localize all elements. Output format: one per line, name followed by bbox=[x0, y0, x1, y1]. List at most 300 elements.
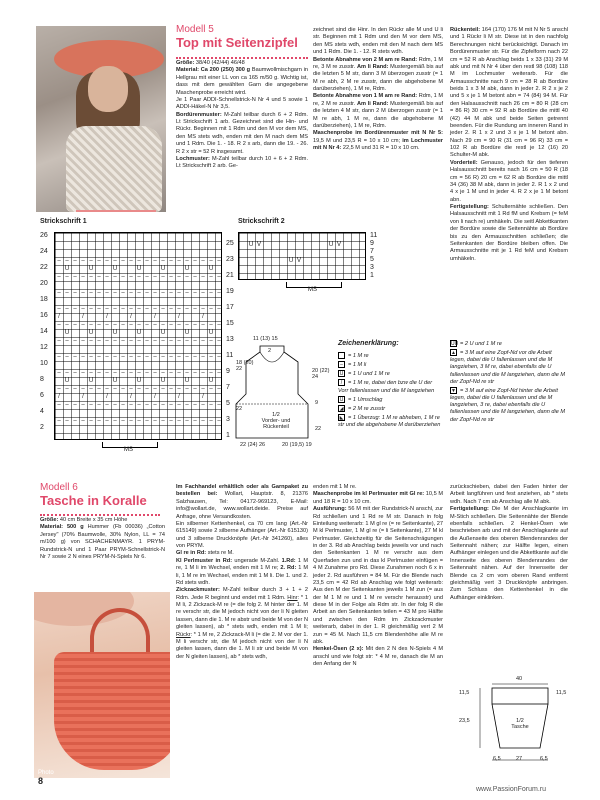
chart1-symbol: – bbox=[121, 306, 125, 312]
chart1-symbol: – bbox=[89, 402, 93, 408]
chart1-symbol: – bbox=[201, 322, 205, 328]
bag-dim-band-right: 11,5 bbox=[556, 690, 567, 696]
chart2-symbol: U bbox=[288, 258, 294, 264]
legend-text: = 1 Überzug: 1 M re abheben, 1 M re str und die abgehobene M darüberziehen bbox=[338, 414, 441, 429]
chart1-symbol: – bbox=[113, 418, 117, 424]
chart1-symbol: – bbox=[145, 402, 149, 408]
chart1-symbol: – bbox=[169, 418, 173, 424]
chart1-symbol: – bbox=[57, 274, 61, 280]
chart1-symbol: – bbox=[105, 306, 109, 312]
chart1-row-number: 3 bbox=[226, 416, 230, 423]
chart1-symbol: – bbox=[217, 290, 221, 296]
chart1-symbol: – bbox=[73, 258, 77, 264]
model6-photo bbox=[34, 592, 170, 778]
bag-part-label: 1/2 Tasche bbox=[511, 718, 529, 730]
chart1-symbol: – bbox=[121, 386, 125, 392]
chart1-row-number: 17 bbox=[226, 304, 234, 311]
chart1-symbol: U bbox=[112, 266, 118, 272]
chart1-symbol: – bbox=[193, 402, 197, 408]
chart1-symbol: – bbox=[185, 338, 189, 344]
chart1-symbol: – bbox=[161, 338, 165, 344]
chart1-symbol: U bbox=[88, 266, 94, 272]
chart1-symbol: / bbox=[82, 314, 84, 320]
legend-symbol-icon: – bbox=[338, 361, 345, 368]
chart1-symbol: – bbox=[121, 274, 125, 280]
chart1-symbol: – bbox=[105, 402, 109, 408]
chart1-symbol: / bbox=[202, 394, 204, 400]
legend-item bbox=[338, 405, 444, 413]
chart1-symbol: – bbox=[81, 338, 85, 344]
dim-arm-right: 20 (22) 24 bbox=[312, 368, 330, 380]
legend-item bbox=[450, 349, 568, 386]
chart1-symbol: – bbox=[105, 338, 109, 344]
chart2-row-number: 7 bbox=[370, 248, 374, 255]
chart1-symbol: – bbox=[57, 306, 61, 312]
chart1-symbol: – bbox=[209, 258, 213, 264]
chart1-symbol: – bbox=[129, 354, 133, 360]
chart1-row-number: 11 bbox=[226, 352, 234, 359]
model5-col2: zeichnet sind die Hinr. In den Rückr alle M und U li str. Beginnen mit 1 Rdm und den M vor dem MS, den MS stets wdh, enden mit den M nach dem MS und 1 Rdm. Die 1. - 12. R stets wdh. Betonte Abnahme von 2 M am re Rand: Rdm, 1 M re, 3 M re zusstr. Am li Rand: Mustergemäß bis auf die letzten 5 M str, dann 3 M überzogen zusstr (= 1 M re abh, 2 M re zusstr, dann die abgehobene M darüberziehen), 1 M re, Rdm. Betonte Abnahme von 1 M am re Rand: Rdm, 1 M re, 2 M re zusstr. Am li Rand: Mustergemäß bis auf die letzten 4 M str, dann 2 M überzogen zusstr (= 1 M re abh, 1 M re, dann die abgehobene M darüberziehen), 1 M re, Rdm. Maschenprobe im Bordürenmuster mit N Nr 5: 19,5 M und 23,5 R = 10 x 10 cm; im Lochmuster mit N Nr 4: 22,5 M und 31 R = 10 x 10 cm. bbox=[313, 27, 443, 151]
chart1-symbol: – bbox=[217, 354, 221, 360]
chart1-symbol: – bbox=[137, 354, 141, 360]
chart1-symbol: – bbox=[185, 306, 189, 312]
chart1-symbol: – bbox=[177, 418, 181, 424]
chart1-symbol: – bbox=[209, 322, 213, 328]
chart1-symbol: – bbox=[65, 290, 69, 296]
chart1-symbol: – bbox=[145, 306, 149, 312]
legend-symbol-icon: / bbox=[338, 379, 345, 386]
chart1-symbol: – bbox=[161, 354, 165, 360]
chart1-symbol: – bbox=[177, 386, 181, 392]
legend-item bbox=[338, 396, 444, 404]
chart1-symbol: – bbox=[137, 322, 141, 328]
chart1-symbol: U bbox=[136, 330, 142, 336]
chart1-symbol: – bbox=[73, 306, 77, 312]
chart1-symbol: – bbox=[73, 354, 77, 360]
legend-item bbox=[338, 379, 444, 394]
dim-shoulder: 2 bbox=[268, 348, 272, 354]
chart1-symbol: – bbox=[113, 290, 117, 296]
chart1-symbol: U bbox=[160, 330, 166, 336]
chart2-symbol: V bbox=[296, 258, 301, 264]
chart1-symbol: – bbox=[121, 402, 125, 408]
chart1-symbol: – bbox=[65, 386, 69, 392]
chart1-symbol: – bbox=[65, 370, 69, 376]
chart1-symbol: – bbox=[81, 386, 85, 392]
model6-col1: Größe: 40 cm Breite x 35 cm Höhe Material: 500 g Hummer (Fb 00036) „Cotton Jersey" (70% Baumwolle, 30% Nylon, LL = 74 m/100 g) von SCHACHENMAYR. 1 PRYM-Rundstrick-N und 1 Paar PRYM-Schnellstrick-N Nr 7 sowie 2 N eines PRYM-N-Spiels Nr 6. bbox=[40, 517, 165, 560]
chart1-symbol: – bbox=[105, 274, 109, 280]
chart1-symbol: – bbox=[169, 274, 173, 280]
chart1-row-number: 16 bbox=[40, 312, 48, 319]
chart1-symbol: – bbox=[97, 354, 101, 360]
chart1-symbol: – bbox=[153, 418, 157, 424]
chart1-symbol: – bbox=[97, 402, 101, 408]
chart1-symbol: – bbox=[217, 370, 221, 376]
chart1-symbol: – bbox=[89, 354, 93, 360]
chart1-symbol: – bbox=[193, 418, 197, 424]
chart1-symbol: – bbox=[137, 274, 141, 280]
legend-text: = 2 U und 1 M re bbox=[460, 340, 502, 347]
pants-shape bbox=[76, 210, 156, 212]
chart1-symbol: – bbox=[185, 290, 189, 296]
model6-title: Tasche in Koralle bbox=[40, 493, 147, 508]
chart1-row-number: 15 bbox=[226, 320, 234, 327]
chart1-symbol: – bbox=[113, 306, 117, 312]
chart1-symbol: – bbox=[169, 338, 173, 344]
chart1-symbol: – bbox=[129, 338, 133, 344]
chart1-symbol: – bbox=[153, 338, 157, 344]
model5-photo bbox=[36, 26, 166, 212]
chart1-symbol: – bbox=[65, 402, 69, 408]
model6-col4: zurückschieben, dabei den Faden hinter der Arbeit langführen und fest anziehen, ab * stets wdh. Nach 7 cm ab Anschlag alle M abk. Fertigstellung: Die M der Anschlagkante im M-Stich schließen. Die Seitennähte der Blende ebenfalls schließen. 2 Henkel-Ösen wie beschrieben arb und mit der Anschlagkante auf die Außenseite des oberen Blendenrandes der Seitennaht nähen; zur Hälfte legen, einen Aufhänger einlegen und die Abkettkante auf die Innenseite des oberen Blendenrandes der Seitennaht nähen. Auf der Innenseite der Blende ca 2 cm vom oberen Rand entfernt gleichmäßig vert 3 Druckknöpfe anbringen. Zum Schluss den Kettenhenkel in die Aufhänger einklinken. bbox=[450, 484, 568, 601]
chart1-symbol: – bbox=[121, 418, 125, 424]
chart2-row-number: 9 bbox=[370, 240, 374, 247]
chart1-symbol: – bbox=[121, 338, 125, 344]
chart1-symbol: – bbox=[89, 290, 93, 296]
chart1-symbol: – bbox=[153, 290, 157, 296]
chart1-symbol: – bbox=[201, 370, 205, 376]
chart1-symbol: – bbox=[217, 322, 221, 328]
chart1-row-number: 19 bbox=[226, 288, 234, 295]
chart1-symbol: U bbox=[112, 378, 118, 384]
chart1-symbol: – bbox=[185, 274, 189, 280]
chart1-symbol: – bbox=[105, 290, 109, 296]
chart1-symbol: – bbox=[169, 370, 173, 376]
chart1-symbol: – bbox=[89, 338, 93, 344]
bag-dim-band-left: 11,5 bbox=[459, 690, 470, 696]
chart1-row-number: 13 bbox=[226, 336, 234, 343]
chart1-symbol: U bbox=[88, 330, 94, 336]
chart2-symbol: U bbox=[328, 242, 334, 248]
chart1-symbol: – bbox=[153, 306, 157, 312]
dim-width-right: 20 (19,5) 19 bbox=[282, 442, 312, 448]
bag-dim-bottom: 27 bbox=[516, 756, 523, 762]
chart1-symbol: / bbox=[106, 314, 108, 320]
chart1-symbol: / bbox=[58, 314, 60, 320]
chart1-symbol: – bbox=[97, 306, 101, 312]
chart2-grid bbox=[238, 232, 366, 280]
chart1-symbol: – bbox=[129, 322, 133, 328]
chart1-symbol: / bbox=[130, 314, 132, 320]
chart1-symbol: U bbox=[88, 378, 94, 384]
chart1-symbol: U bbox=[64, 378, 70, 384]
chart1-symbol: – bbox=[169, 306, 173, 312]
dim-side-left: 22 bbox=[236, 406, 243, 412]
bag-dim-bottom-right: 6,5 bbox=[540, 756, 548, 762]
chart1-symbol: – bbox=[201, 418, 205, 424]
bag-dim-bottom-left: 6,5 bbox=[493, 756, 501, 762]
chart1-symbol: – bbox=[57, 354, 61, 360]
chart1-symbol: – bbox=[193, 338, 197, 344]
chart1-symbol: – bbox=[73, 418, 77, 424]
chart1-symbol: – bbox=[153, 322, 157, 328]
chart1-symbol: – bbox=[145, 370, 149, 376]
chart1-symbol: – bbox=[161, 386, 165, 392]
chart1-symbol: – bbox=[201, 290, 205, 296]
chart1-symbol: – bbox=[97, 290, 101, 296]
chart1-ms-label: MS bbox=[124, 447, 133, 453]
chart1-symbol: – bbox=[193, 274, 197, 280]
chart1-symbol: – bbox=[105, 386, 109, 392]
chart1-symbol: – bbox=[73, 290, 77, 296]
chart1-symbol: – bbox=[169, 354, 173, 360]
chart1-symbol: – bbox=[81, 290, 85, 296]
chart1-symbol: U bbox=[184, 330, 190, 336]
model5-col3: Rückenteil: 164 (170) 176 M mit N Nr 5 anschl und 1 Rückr li M str. Diese ist in den nachfolg Berechnungen nicht berücksichtigt. Danach im Bordürenmuster str. Für die Zipfelform nach 22 cm = 52 R ab Anschlag beids 1 x 33 (31) 29 M abk und mit N Nr 4 über den restl 98 (108) 118 M im Lochmuster weiterarb. Für die Armausschnitte nach 9 cm = 28 R ab Bordüre beids 1 x 3 M abk, dann in jeder 2. R 2 x je 2 und 5 x je 1 M betont abn = 74 (84) 94 M. Für den Halsausschnitt nach 26 cm = 80 R (28 cm = 86 R) 30 cm = 92 R ab Bordüre die mittl 40 (42) 44 M abk und beide Seiten getrennt beenden. Für die Rundung am inneren Rand in jeder 2. R 1 x 2 und 3 x je 1 M betont abn. Nach 29 cm = 90 R (31 cm = 96 R) 33 cm = 102 R ab Bordüre die restl je 12 (16) 20 Schulter-M abk. Vorderteil: Genauso, jedoch für den tieferen Halsausschnitt bereits nach 16 cm = 50 R (18 cm = 56 R) 20 cm = 62 R ab Bordüre die mittl 34 (36) 38 M abk, dann in jeder 2. R 1 x 2 und 4 x je 1 M und in jeder 4. R 2 x je 1 M betont abn. Fertigstellung: Schulternähte schließen. Den Halsausschnitt mit 1 Rd fM und Krebsm (= feM von li nach re) umhäkeln. Die seitl Abkettkanten der Bordüre sowie die Seitennähte ab Bordüre bis zu den Armausschnitten schließen; die Seitenkanten der Bordüre bleiben offen. Die Armausschnitte mit je 1 Rd feM und Krebsm umhäkeln. bbox=[450, 27, 568, 262]
chart1-symbol: – bbox=[161, 418, 165, 424]
chart1-symbol: – bbox=[193, 258, 197, 264]
chart1-symbol: – bbox=[145, 386, 149, 392]
legend-symbol-icon: UU bbox=[451, 341, 459, 347]
bag-shape bbox=[54, 652, 170, 770]
chart1-symbol: – bbox=[137, 290, 141, 296]
chart1-symbol: – bbox=[113, 354, 117, 360]
chart1-symbol: – bbox=[105, 354, 109, 360]
chart1-row-number: 9 bbox=[226, 368, 230, 375]
chart1-symbol: – bbox=[161, 322, 165, 328]
chart1-symbol: – bbox=[57, 370, 61, 376]
chart1-symbol: – bbox=[57, 290, 61, 296]
knit-top-shape bbox=[66, 126, 162, 212]
chart1-symbol: – bbox=[113, 386, 117, 392]
legend-text: = 3 M auf eine Zopf-Nd hinter die Arbeit legen, dabei die U fallenlassen und die M langziehen, 3 re, dabei ebenfalls die U fallenlassen und die M langziehen, dann die M der Zopf-Nd re str bbox=[450, 387, 566, 423]
chart1-symbol: – bbox=[81, 418, 85, 424]
chart1-symbol: – bbox=[209, 274, 213, 280]
legend-symbol-icon: ▼ bbox=[451, 387, 456, 394]
chart1-row-number: 26 bbox=[40, 232, 48, 239]
chart1-symbol: – bbox=[97, 322, 101, 328]
chart1-row-number: 8 bbox=[40, 376, 44, 383]
chart1-symbol: U bbox=[184, 266, 190, 272]
dim-side-right: 9 bbox=[315, 400, 319, 406]
chart1-symbol: – bbox=[201, 354, 205, 360]
chart1-symbol: – bbox=[177, 306, 181, 312]
chart1-symbol: – bbox=[65, 258, 69, 264]
chart1-symbol: – bbox=[145, 354, 149, 360]
chart1-title: Strickschrift 1 bbox=[40, 218, 87, 225]
chart1-symbol: – bbox=[57, 322, 61, 328]
legend-text: = 2 M re zusstr bbox=[348, 405, 386, 412]
chart2-symbol: V bbox=[336, 242, 341, 248]
chart1-symbol: – bbox=[177, 338, 181, 344]
chart1-symbol: – bbox=[73, 370, 77, 376]
top-schematic-part-label: 1/2 Vorder- und Rückenteil bbox=[261, 412, 291, 430]
chart1-symbol: U bbox=[160, 266, 166, 272]
chart1-symbol: U bbox=[208, 330, 214, 336]
chart1-symbol: – bbox=[177, 402, 181, 408]
model6-col2: Im Fachhandel erhältlich oder als Garnpaket zu bestellen bei: Wollart, Hauptstr. 8, 21376 Salzhausen, Tel: 04172-969123, E-Mail: info@wollart.de, www.wollart.deide. Preise auf Anfrage, ohne Versandkosten. Ein silberner Kettenhenkel, ca 70 cm lang (Art.-Nr 615149) sowie 2 silberne Aufhänger (Art.-Nr 615130) und 3 silberne Druckknöpfe (Art.-Nr 341260), alles von PRYM. Gl re in Rd: stets re M. Kl Perlmuster in Rd: ungerade M-Zahl. 1.Rd: 1 M re, 1 M li im Wechsel, enden mit 1 M re; 2. Rd: 1 M li, 1 M re im Wechsel, enden mit 1 M li. Die 1. und 2. Rd stets wdh. Zickzackmuster: M-Zahl teilbar durch 3 + 1 + 2 Rdm. Jede R beginnt und endet mit 1 Rdm. Hinr: * 1 M li, 2 Zickzack-M re (= die folg 2. M hinter der 1. M re verschr str, die M jedoch nicht von der li N gleiten lassen, dann die 1. M re abstr und beide M von der N gleiten lassen), ab * stets wdh, enden mit 1 M li; Rückr: * 1 M re, 2 Zickzack-M li (= die 2. M vor der 1. M li verschr str, die M jedoch nicht von der li N gleiten lassen, dann die 1. M li str und beide M von der N gleiten lassen), ab * stets wdh, bbox=[176, 484, 308, 660]
chart1-symbol: – bbox=[169, 322, 173, 328]
chart1-symbol: – bbox=[217, 274, 221, 280]
chart1-row-number: 18 bbox=[40, 296, 48, 303]
chart1-symbol: / bbox=[202, 314, 204, 320]
chart1-symbol: – bbox=[73, 274, 77, 280]
chart2-ms-label: MS bbox=[308, 287, 317, 293]
chart1-symbol: – bbox=[145, 290, 149, 296]
chart1-symbol: – bbox=[73, 322, 77, 328]
chart1-symbol: – bbox=[73, 402, 77, 408]
chart1-row-number: 20 bbox=[40, 280, 48, 287]
chart1-symbol: – bbox=[209, 418, 213, 424]
chart1-symbol: – bbox=[105, 258, 109, 264]
chart1-symbol: – bbox=[97, 338, 101, 344]
chart1-symbol: – bbox=[121, 290, 125, 296]
chart2-symbol: V bbox=[256, 242, 261, 248]
chart1-symbol: – bbox=[169, 402, 173, 408]
legend-item bbox=[338, 414, 444, 429]
chart1-symbol: – bbox=[121, 354, 125, 360]
chart1-symbol: – bbox=[177, 370, 181, 376]
legend-item bbox=[338, 352, 444, 360]
chart1-symbol: / bbox=[130, 394, 132, 400]
legend-symbol-icon: ▲ bbox=[451, 350, 456, 357]
chart1-symbol: – bbox=[121, 370, 125, 376]
chart1-symbol: – bbox=[185, 322, 189, 328]
chart1-symbol: / bbox=[82, 394, 84, 400]
chart1-symbol: – bbox=[73, 338, 77, 344]
chart2-row-number: 11 bbox=[370, 232, 378, 239]
chart1-symbol: – bbox=[193, 370, 197, 376]
legend-title: Zeichenerklärung: bbox=[338, 340, 399, 347]
chart1-symbol: – bbox=[89, 258, 93, 264]
bag-dim-width: 40 bbox=[516, 676, 523, 682]
chart1-symbol: – bbox=[217, 418, 221, 424]
chart1-symbol: – bbox=[185, 258, 189, 264]
chart1-symbol: – bbox=[97, 418, 101, 424]
chart1-symbol: / bbox=[178, 394, 180, 400]
chart1-symbol: – bbox=[161, 274, 165, 280]
chart1-symbol: – bbox=[137, 370, 141, 376]
chart1-symbol: – bbox=[201, 386, 205, 392]
chart1-symbol: – bbox=[113, 322, 117, 328]
legend-item bbox=[450, 340, 568, 348]
chart1-symbol: – bbox=[145, 274, 149, 280]
chart1-symbol: – bbox=[153, 354, 157, 360]
chart1-symbol: – bbox=[169, 290, 173, 296]
chart1-symbol: – bbox=[201, 274, 205, 280]
chart1-symbol: U bbox=[208, 266, 214, 272]
chart1-symbol: – bbox=[113, 370, 117, 376]
chart1-row-number: 14 bbox=[40, 328, 48, 335]
chart1-symbol: / bbox=[58, 394, 60, 400]
chart1-symbol: – bbox=[121, 322, 125, 328]
legend-text: = 1 U und 1 M re bbox=[348, 371, 390, 378]
chart1-symbol: – bbox=[57, 338, 61, 344]
model6-rule bbox=[40, 514, 160, 516]
model5-label: Modell 5 bbox=[176, 24, 214, 35]
chart1-symbol: – bbox=[105, 370, 109, 376]
chart1-symbol: – bbox=[89, 274, 93, 280]
chart1-symbol: – bbox=[113, 258, 117, 264]
chart1-symbol: U bbox=[64, 266, 70, 272]
chart1-symbol: – bbox=[113, 402, 117, 408]
chart1-symbol: – bbox=[209, 338, 213, 344]
chart1-symbol: – bbox=[57, 258, 61, 264]
chart1-symbol: – bbox=[105, 418, 109, 424]
chart1-symbol: – bbox=[105, 322, 109, 328]
chart2-title: Strickschrift 2 bbox=[238, 218, 285, 225]
legend-text: = 1 M re, dabei den bzw die U der Vorr fallenlassen und die M langziehen bbox=[338, 380, 435, 394]
legend-symbol-icon: ◣ bbox=[339, 415, 344, 421]
chart1-symbol: – bbox=[97, 274, 101, 280]
chart1-symbol: – bbox=[129, 418, 133, 424]
chart1-symbol: – bbox=[89, 322, 93, 328]
dim-neck: 11 (13) 15 bbox=[253, 336, 278, 342]
dim-width-left: 22 (24) 26 bbox=[240, 442, 266, 448]
chart1-symbol: – bbox=[193, 386, 197, 392]
model5-col1: Größe: 38/40 (42/44) 46/48 Material: Ca 200 (250) 300 g Baumwollmischgarn in Hellgrau mit einer LL von ca 165 m/50 g. Wichtig ist, dass mit dem gewählten Garn die angegebene Maschenprobe erreicht wird. Je 1 Paar ADDI-Schnellstrick-N Nr 4 und 5 sowie 1 ADDI-Häkel-N Nr 3,5. Bordürenmuster: M-Zahl teilbar durch 6 + 2 Rdm. Lt Strickschrift 1 arb. Gezeichnet sind die Hin- und Rückr. Beginnen mit 1 Rdm und den M vor dem MS, den MS stets wdh, enden mit den M nach dem MS und 1 Rdm. Die 1. - 18. R 2 x arb, dann die 19. - 26. R 2 x str = 52 R insgesamt. Lochmuster: M-Zahl teilbar durch 10 + 6 + 2 Rdm. Lt Strickschrift 2 arb. Ge- bbox=[176, 60, 308, 170]
chart1-symbol: – bbox=[97, 386, 101, 392]
chart1-symbol: – bbox=[153, 258, 157, 264]
model6-label: Modell 6 bbox=[40, 482, 78, 493]
chart1-symbol: – bbox=[89, 418, 93, 424]
chart1-symbol: – bbox=[137, 258, 141, 264]
bag-dim-height: 23,5 bbox=[459, 718, 470, 724]
chart1-row-number: 21 bbox=[226, 272, 234, 279]
chart1-symbol: – bbox=[129, 386, 133, 392]
chart1-symbol: / bbox=[154, 314, 156, 320]
chart1-symbol: – bbox=[185, 418, 189, 424]
chart1-symbol: – bbox=[217, 306, 221, 312]
chart1-symbol: U bbox=[208, 378, 214, 384]
chart1-symbol: – bbox=[145, 322, 149, 328]
chart1-symbol: – bbox=[193, 306, 197, 312]
chart1-symbol: – bbox=[57, 418, 61, 424]
chart1-symbol: U bbox=[112, 330, 118, 336]
chart1-symbol: – bbox=[201, 402, 205, 408]
chart1-symbol: – bbox=[185, 386, 189, 392]
chart1-symbol: – bbox=[129, 306, 133, 312]
legend-item bbox=[338, 361, 444, 369]
chart2-symbol: U bbox=[248, 242, 254, 248]
chart1-symbol: – bbox=[201, 258, 205, 264]
chart1-symbol: – bbox=[81, 402, 85, 408]
chart1-row-number: 7 bbox=[226, 384, 230, 391]
chart1-row-number: 25 bbox=[226, 240, 234, 247]
chart1-symbol: – bbox=[169, 258, 173, 264]
chart1-symbol: – bbox=[153, 386, 157, 392]
chart1-symbol: – bbox=[153, 402, 157, 408]
chart1-symbol: – bbox=[81, 258, 85, 264]
chart1-symbol: U bbox=[64, 330, 70, 336]
chart2-row-number: 1 bbox=[370, 272, 374, 279]
model5-title: Top mit Seitenzipfel bbox=[176, 35, 298, 50]
chart1-symbol: – bbox=[73, 386, 77, 392]
chart1-symbol: – bbox=[169, 386, 173, 392]
chart1-symbol: – bbox=[65, 354, 69, 360]
legend-left bbox=[338, 352, 444, 430]
chart1-symbol: U bbox=[184, 378, 190, 384]
chart1-symbol: – bbox=[193, 354, 197, 360]
chart1-symbol: – bbox=[137, 306, 141, 312]
face-shape bbox=[88, 66, 128, 112]
chart1-row-number: 10 bbox=[40, 360, 48, 367]
chart1-symbol: – bbox=[89, 306, 93, 312]
chart2-row-number: 5 bbox=[370, 256, 374, 263]
chart1-symbol: – bbox=[57, 402, 61, 408]
chart1-symbol: – bbox=[161, 258, 165, 264]
chart1-symbol: – bbox=[129, 290, 133, 296]
chart1-symbol: – bbox=[177, 290, 181, 296]
legend-symbol-icon: ◢ bbox=[339, 405, 344, 412]
chart1-symbol: – bbox=[89, 370, 93, 376]
legend-text: = 1 M li bbox=[348, 362, 367, 369]
chart1-symbol: – bbox=[65, 306, 69, 312]
chart1-row-number: 23 bbox=[226, 256, 234, 263]
chart1-symbol: – bbox=[161, 290, 165, 296]
chart1-symbol: – bbox=[81, 370, 85, 376]
chart1-symbol: – bbox=[177, 274, 181, 280]
